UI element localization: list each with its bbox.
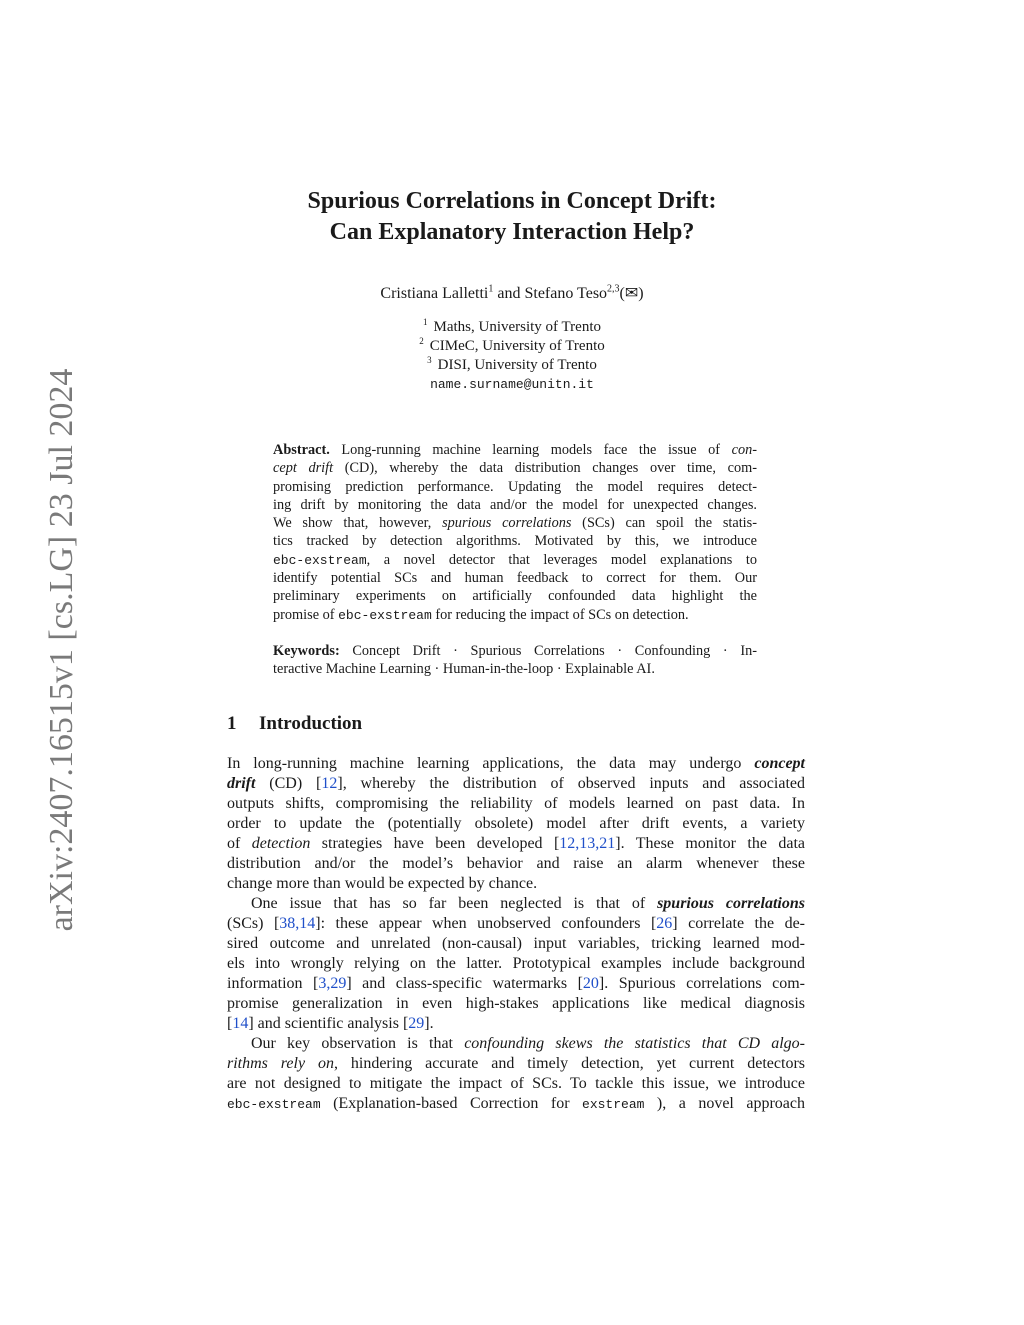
body-line: One issue that has so far been neglected is that of spurious correlations	[251, 895, 805, 912]
affiliation-text: CIMeC, University of Trento	[429, 338, 605, 354]
body-line: of detection strategies have been developed [12,13,21]. These monitor the data	[227, 835, 806, 852]
section-heading	[227, 712, 827, 736]
contact-email: name.surname@unitn.it	[430, 377, 594, 392]
body-line: Our key observation is that confounding skews the statistics that CD algo-	[251, 1035, 806, 1052]
body-line: distribution and/or the model’s behavior and raise an alarm whenever these	[227, 855, 805, 872]
keywords-line: teractive Machine Learning · Human-in-the-loop · Explainable AI.	[273, 661, 655, 678]
arxiv-identifier: arXiv:2407.16515v1 [cs.LG] 23 Jul 2024	[43, 368, 80, 932]
author-list	[200, 284, 824, 304]
affiliation-number: 1	[422, 317, 428, 327]
section-number: 1	[227, 713, 237, 734]
author-name: Cristiana Lalletti	[380, 285, 489, 302]
affiliation-number: 2	[419, 336, 424, 346]
body-line: information [3,29] and class-specific watermarks [20]. Spurious correlations com-	[227, 975, 805, 992]
affiliation-text: DISI, University of Trento	[437, 357, 597, 373]
title-line-1: Spurious Correlations in Concept Drift:	[307, 188, 717, 214]
body-line: sired outcome and unrelated (non-causal) input variables, tricking learned mod-	[227, 935, 805, 952]
abstract-line: Abstract. Long-running machine learning models face the issue of con-	[273, 442, 757, 458]
citation-link[interactable]: 3,29	[318, 975, 347, 992]
citation-link[interactable]: 20	[582, 975, 599, 992]
author-affiliation-mark: 1	[488, 283, 494, 295]
citation-link[interactable]: 14	[232, 1015, 249, 1032]
abstract-line: ing drift by monitoring the data and/or the model for unexpected changes.	[273, 496, 757, 513]
body-line: [14] and scientific analysis [29].	[227, 1015, 434, 1032]
citation-link[interactable]: 26	[656, 915, 673, 932]
abstract-line: identify potential SCs and human feedback to correct for them. Our	[273, 570, 757, 587]
abstract-line: tics tracked by detection algorithms. Motivated by this, we introduce	[273, 533, 757, 550]
keywords-line: Keywords: Concept Drift · Spurious Correlations · Confounding · In-	[273, 643, 757, 659]
body-line: ebc-exstream (Explanation-based Correction for exstream ), a novel approach	[227, 1095, 805, 1112]
corresponding-author-mail-icon: (✉)	[619, 285, 644, 302]
citation-link[interactable]: 29	[408, 1015, 425, 1032]
body-line: (SCs) [38,14]: these appear when unobserved confounders [26] correlate the de-	[227, 915, 805, 932]
keywords-label: Keywords:	[273, 643, 340, 659]
abstract	[273, 441, 757, 624]
body-line: els into wrongly relying on the latter. Prototypical examples include background	[227, 955, 805, 972]
abstract-line: promise of ebc-exstream for reducing the impact of SCs on detection.	[273, 606, 689, 623]
citation-link[interactable]: 12	[321, 775, 338, 792]
keywords	[273, 642, 757, 679]
citation-link[interactable]: 38,14	[279, 915, 316, 932]
paper-title	[200, 186, 824, 248]
introduction-body	[227, 754, 805, 1114]
abstract-label: Abstract.	[273, 442, 330, 458]
author-conjunction: and	[493, 285, 525, 302]
affiliations	[300, 318, 724, 394]
body-line: In long-running machine learning applications, the data may undergo concept	[227, 755, 805, 772]
body-line: rithms rely on, hindering accurate and timely detection, yet current detectors	[227, 1055, 805, 1072]
abstract-line: We show that, however, spurious correlations (SCs) can spoil the statis-	[273, 515, 757, 532]
body-line: outputs shifts, compromising the reliability of models learned on past data. In	[227, 795, 805, 812]
author-name: Stefano Teso	[524, 285, 608, 302]
body-line: drift (CD) [12], whereby the distribution of observed inputs and associated	[227, 775, 805, 792]
body-line: order to update the (potentially obsolete) model after drift events, a variety	[227, 815, 805, 832]
affiliation-text: Maths, University of Trento	[433, 319, 601, 335]
author-affiliation-mark: 2,3	[607, 283, 620, 295]
affiliation-1	[300, 318, 724, 337]
section-title: Introduction	[259, 713, 363, 734]
body-line: are not designed to mitigate the impact of SCs. To tackle this issue, we introduce	[227, 1075, 805, 1092]
affiliation-2	[300, 337, 724, 356]
abstract-line: ebc-exstream, a novel detector that leverages model explanations to	[273, 551, 757, 568]
affiliation-number: 3	[427, 355, 432, 365]
body-line: promise generalization in even high-stakes applications like medical diagnosis	[227, 995, 805, 1012]
title-line-2: Can Explanatory Interaction Help?	[329, 219, 695, 245]
abstract-line: preliminary experiments on artificially confounded data highlight the	[273, 588, 757, 605]
abstract-line: cept drift (CD), whereby the data distribution changes over time, com-	[273, 460, 757, 477]
citation-link[interactable]: 12,13,21	[559, 835, 616, 852]
affiliation-3	[300, 356, 724, 375]
abstract-line: promising prediction performance. Updating the model requires detect-	[273, 478, 757, 495]
body-line: change more than would be expected by chance.	[227, 875, 538, 892]
